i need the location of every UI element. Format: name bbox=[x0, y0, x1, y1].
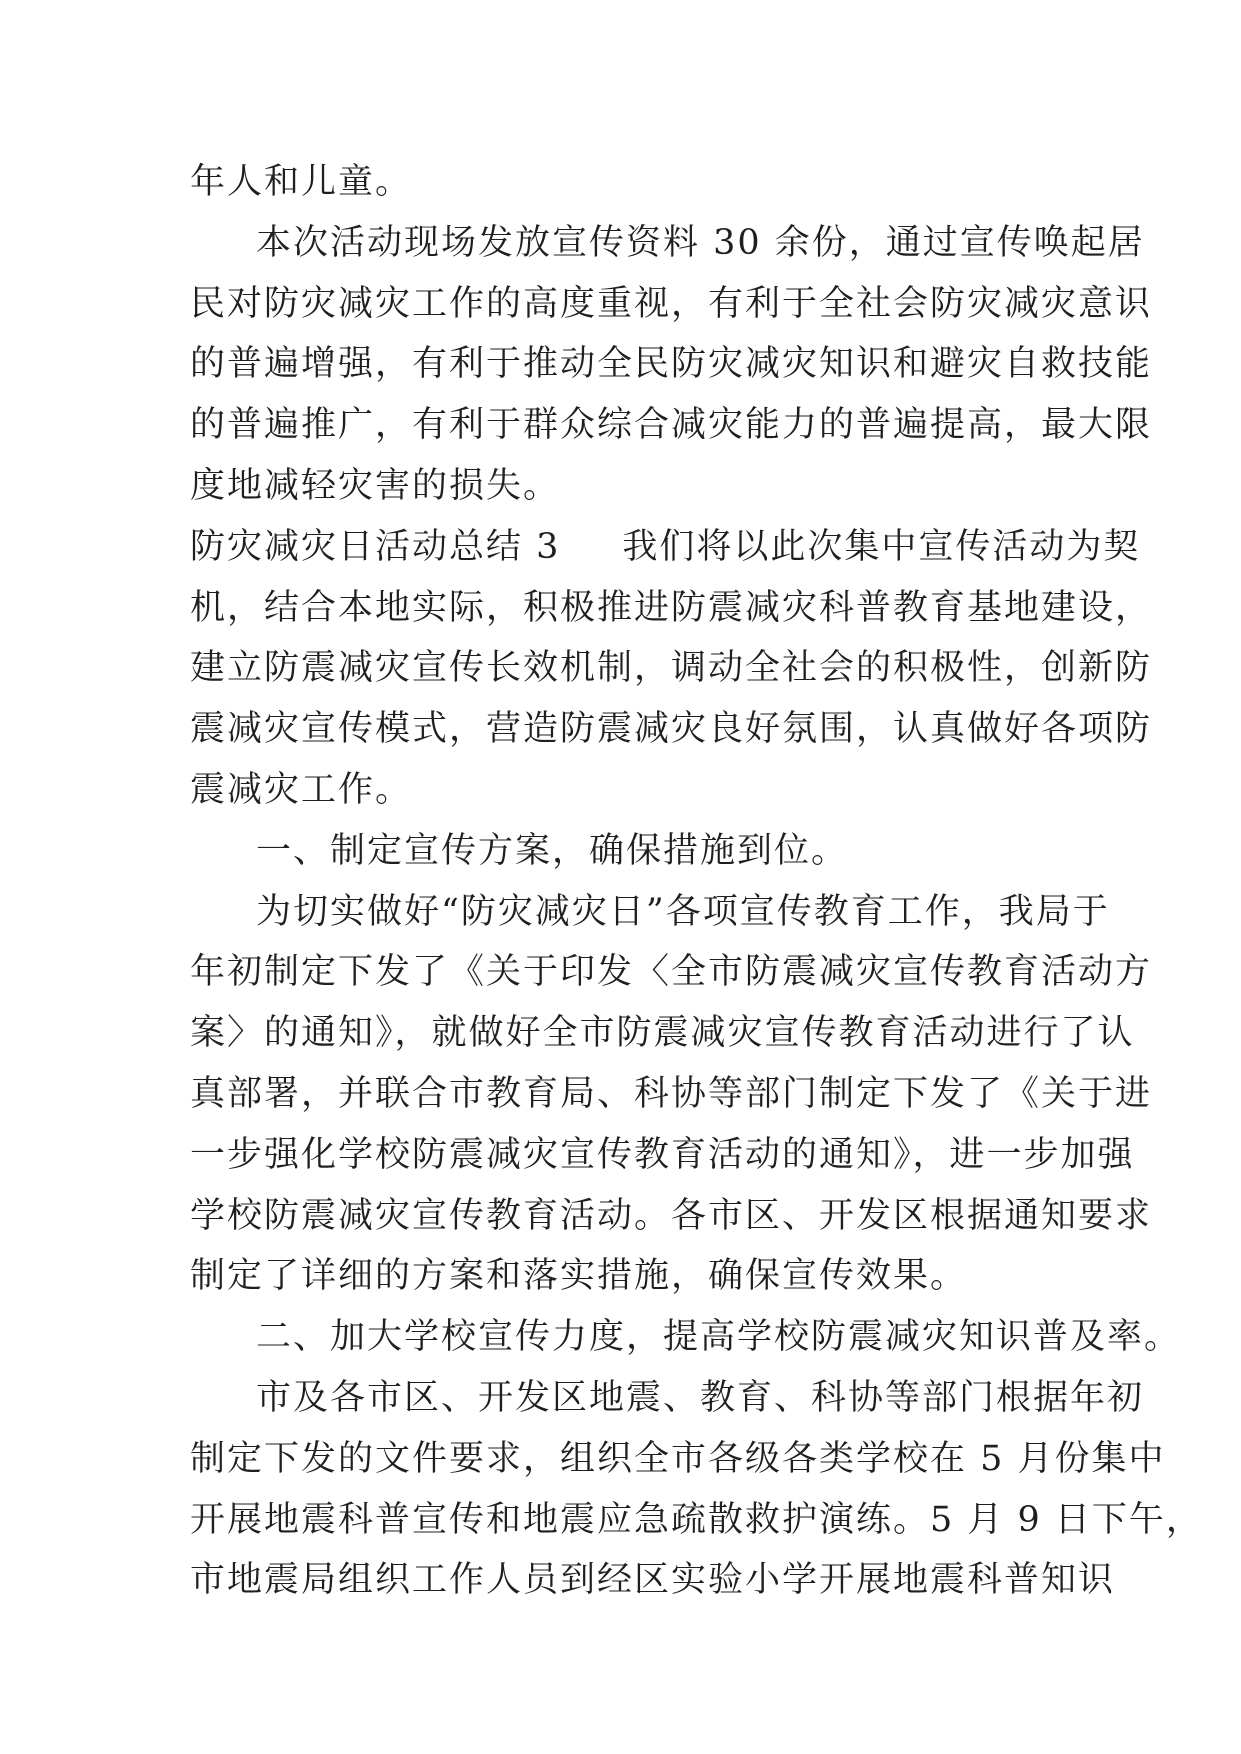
text-line: 的普遍增强，有利于推动全民防灾减灾知识和避灾自救技能 bbox=[190, 344, 1153, 385]
text-line: 年人和儿童。 bbox=[190, 162, 413, 202]
text-line: 震减灾宣传模式，营造防震减灾良好氛围，认真做好各项防 bbox=[190, 709, 1153, 750]
text-line: 制定了详细的方案和落实措施，确保宣传效果。 bbox=[190, 1256, 968, 1297]
subheading-line: 一、制定宣传方案，确保措施到位。 bbox=[256, 830, 849, 871]
text-line: 真部署，并联合市教育局、科协等部门制定下发了《关于进 bbox=[190, 1073, 1153, 1114]
text-line: 市地震局组织工作人员到经区实验小学开展地震科普知识 bbox=[190, 1560, 1116, 1601]
text-line: 制定下发的文件要求，组织全市各级各类学校在 5 月份集中 bbox=[190, 1438, 1166, 1479]
text-line: 案〉的通知》，就做好全市防震减灾宣传教育活动进行了认 bbox=[190, 1013, 1135, 1054]
text-line: 震减灾工作。 bbox=[190, 769, 413, 810]
paragraph-start-line: 市及各市区、开发区地震、教育、科协等部门根据年初 bbox=[256, 1377, 1145, 1418]
text-line: 机，结合本地实际，积极推进防震减灾科普教育基地建设， bbox=[190, 587, 1153, 628]
text-line: 开展地震科普宣传和地震应急疏散救护演练。5 月 9 日下午， bbox=[190, 1499, 1203, 1540]
document-body bbox=[190, 152, 1203, 1611]
text-line: 的普遍推广，有利于群众综合减灾能力的普遍提高，最大限 bbox=[190, 405, 1153, 446]
paragraph-start-line: 为切实做好“防灾减灾日”各项宣传教育工作，我局于 bbox=[256, 891, 1110, 932]
text-line: 建立防震减灾宣传长效机制，调动全社会的积极性，创新防 bbox=[190, 648, 1153, 689]
text-line: 学校防震减灾宣传教育活动。各市区、开发区根据通知要求 bbox=[190, 1195, 1153, 1236]
subheading-line: 二、加大学校宣传力度，提高学校防震减灾知识普及率。 bbox=[256, 1317, 1182, 1358]
section-title: 防灾减灾日活动总结 3 bbox=[190, 526, 561, 567]
text-line: 民对防灾减灾工作的高度重视，有利于全社会防灾减灾意识 bbox=[190, 283, 1153, 324]
section-title-line bbox=[190, 517, 1141, 578]
text-line: 年初制定下发了《关于印发〈全市防震减灾宣传教育活动方 bbox=[190, 952, 1153, 993]
text-line: 一步强化学校防震减灾宣传教育活动的通知》，进一步加强 bbox=[190, 1134, 1135, 1175]
paragraph-start-line: 本次活动现场发放宣传资料 30 余份，通过宣传唤起居 bbox=[256, 222, 1145, 263]
text-segment: 我们将以此次集中宣传活动为契 bbox=[622, 526, 1141, 567]
text-line: 度地减轻灾害的损失。 bbox=[190, 465, 561, 506]
